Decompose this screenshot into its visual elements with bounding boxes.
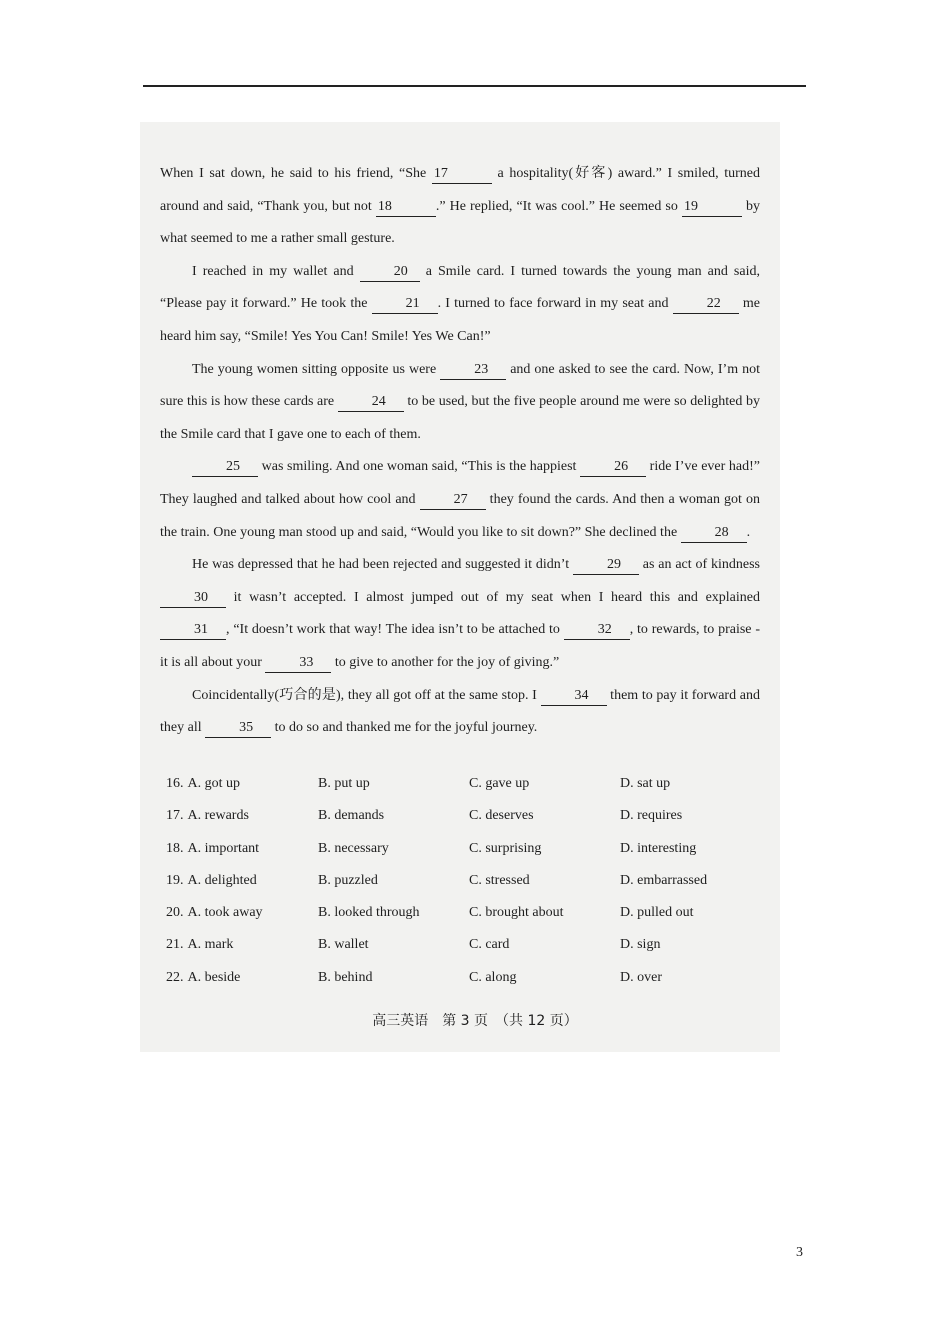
option-text: A. rewards (187, 808, 249, 824)
option-b: B. behind (318, 969, 373, 985)
page-footer: 高三英语 第 3 页 （共 12 页） (372, 1013, 578, 1029)
option-b: B. put up (318, 776, 370, 791)
option-a (166, 965, 318, 997)
passage-text: , to rewards, to praise - it is all about your (160, 622, 760, 670)
option-b: B. necessary (318, 840, 389, 856)
passage-text: to give to another for the joy of giving.” (331, 654, 560, 670)
option-d: D. requires (620, 808, 683, 824)
passage-text: as an act of kindness (638, 557, 760, 573)
question-number: 19. (166, 872, 184, 888)
option-text: A. took away (187, 905, 263, 921)
question-number: 18. (166, 840, 184, 856)
passage-text: . I turned to face forward in my seat and (437, 296, 673, 312)
answer-options (166, 771, 766, 997)
option-row (166, 965, 766, 997)
passage-paragraph (160, 680, 760, 745)
blank-30: 30 (160, 589, 226, 608)
option-text: A. got up (187, 776, 240, 791)
passage-text: by what seemed to me a rather small gesture. (160, 198, 761, 247)
passage-text: When I sat down, he said to his friend, “She (160, 166, 432, 181)
blank-27: 27 (420, 491, 486, 510)
blank-29: 29 (573, 556, 639, 575)
passage-text: The young women sitting opposite us were (192, 361, 441, 377)
blank-33: 33 (265, 654, 331, 673)
option-d: D. interesting (620, 840, 697, 856)
blank-32: 32 (564, 621, 630, 640)
option-row (166, 900, 766, 932)
passage-text: , “It doesn’t work that way! The idea isn’t to be attached to (226, 622, 564, 638)
passage-paragraph (160, 256, 760, 354)
option-a (166, 932, 318, 964)
blank-21: 21 (372, 295, 438, 314)
option-c: C. gave up (469, 776, 530, 791)
option-a (166, 868, 318, 900)
option-text: A. beside (187, 969, 241, 985)
passage-paragraph (160, 158, 760, 256)
passage-text: I reached in my wallet and (192, 263, 360, 279)
blank-20: 20 (360, 263, 420, 282)
passage-text: a Smile card. I turned towards the young man and said, “Please pay it forward.” He took the (160, 263, 760, 312)
passage-paragraph (160, 451, 760, 549)
option-c: C. brought about (469, 905, 564, 921)
option-a (166, 836, 318, 868)
blank-18: 18 (376, 198, 436, 217)
blank-34: 34 (541, 687, 607, 706)
blank-28: 28 (681, 524, 747, 543)
passage-text: Coincidentally(巧合的是), they all got off at the same stop. I (192, 687, 541, 703)
passage-text: was smiling. And one woman said, “This is the happiest (258, 459, 581, 475)
blank-19: 19 (682, 198, 742, 217)
question-number: 22. (166, 969, 184, 985)
passage-text: it wasn’t accepted. I almost jumped out of my seat when I heard this and explained (226, 589, 760, 605)
blank-25: 25 (192, 458, 258, 477)
passage-text: He was depressed that he had been rejected and suggested it didn’t (192, 557, 573, 573)
option-c: C. surprising (469, 840, 542, 856)
passage-text: . (746, 524, 751, 540)
blank-24: 24 (338, 393, 404, 412)
passage-text: me heard him say, “Smile! Yes You Can! Smile! Yes We Can!” (160, 296, 760, 344)
passage-text: a hospitality(好客) award.” I smiled, turned around and said, “Thank you, but not (160, 166, 760, 214)
option-c: C. stressed (469, 872, 530, 888)
passage-paragraph (160, 354, 760, 452)
blank-35: 35 (205, 719, 271, 738)
cloze-passage (160, 158, 760, 745)
option-row (166, 803, 766, 835)
blank-17: 17 (432, 165, 492, 184)
top-rule (143, 85, 806, 87)
option-row (166, 932, 766, 964)
passage-text: ride I’ve ever had!” They laughed and talked about how cool and (160, 459, 761, 507)
passage-text: .” He replied, “It was cool.” He seemed so (435, 198, 682, 214)
passage-text: to do so and thanked me for the joyful journey. (271, 720, 538, 736)
option-d: D. sign (620, 937, 661, 953)
option-text: A. delighted (187, 872, 257, 888)
passage-text: and one asked to see the card. Now, I’m not sure this is how these cards are (160, 361, 761, 410)
question-number: 20. (166, 905, 184, 921)
option-c: C. along (469, 969, 517, 985)
option-a (166, 900, 318, 932)
page-number: 3 (796, 1245, 803, 1260)
question-number: 16. (166, 776, 184, 791)
option-d: D. pulled out (620, 905, 694, 921)
question-number: 21. (166, 937, 184, 953)
option-b: B. looked through (318, 905, 420, 921)
option-a (166, 771, 318, 803)
passage-paragraph (160, 549, 760, 679)
option-b: B. puzzled (318, 872, 378, 888)
option-row (166, 771, 766, 803)
passage-text: they found the cards. And then a woman got on the train. One young man stood up and said, “Would you like to sit down?” She declined the (160, 491, 760, 540)
option-b: B. demands (318, 808, 385, 824)
passage-text: them to pay it forward and they all (160, 687, 760, 736)
blank-22: 22 (673, 295, 739, 314)
option-d: D. over (620, 969, 662, 985)
option-c: C. deserves (469, 808, 534, 824)
option-text: A. important (187, 840, 260, 856)
option-row (166, 836, 766, 868)
blank-26: 26 (580, 458, 646, 477)
option-a (166, 803, 318, 835)
question-number: 17. (166, 808, 184, 824)
passage-text: to be used, but the five people around me were so delighted by the Smile card that I gave one to each of them. (160, 394, 760, 442)
option-d: D. sat up (620, 776, 671, 791)
blank-23: 23 (440, 361, 506, 380)
option-c: C. card (469, 937, 510, 953)
option-text: A. mark (187, 937, 234, 953)
option-d: D. embarrassed (620, 872, 708, 888)
option-b: B. wallet (318, 937, 369, 953)
blank-31: 31 (160, 621, 226, 640)
option-row (166, 868, 766, 900)
